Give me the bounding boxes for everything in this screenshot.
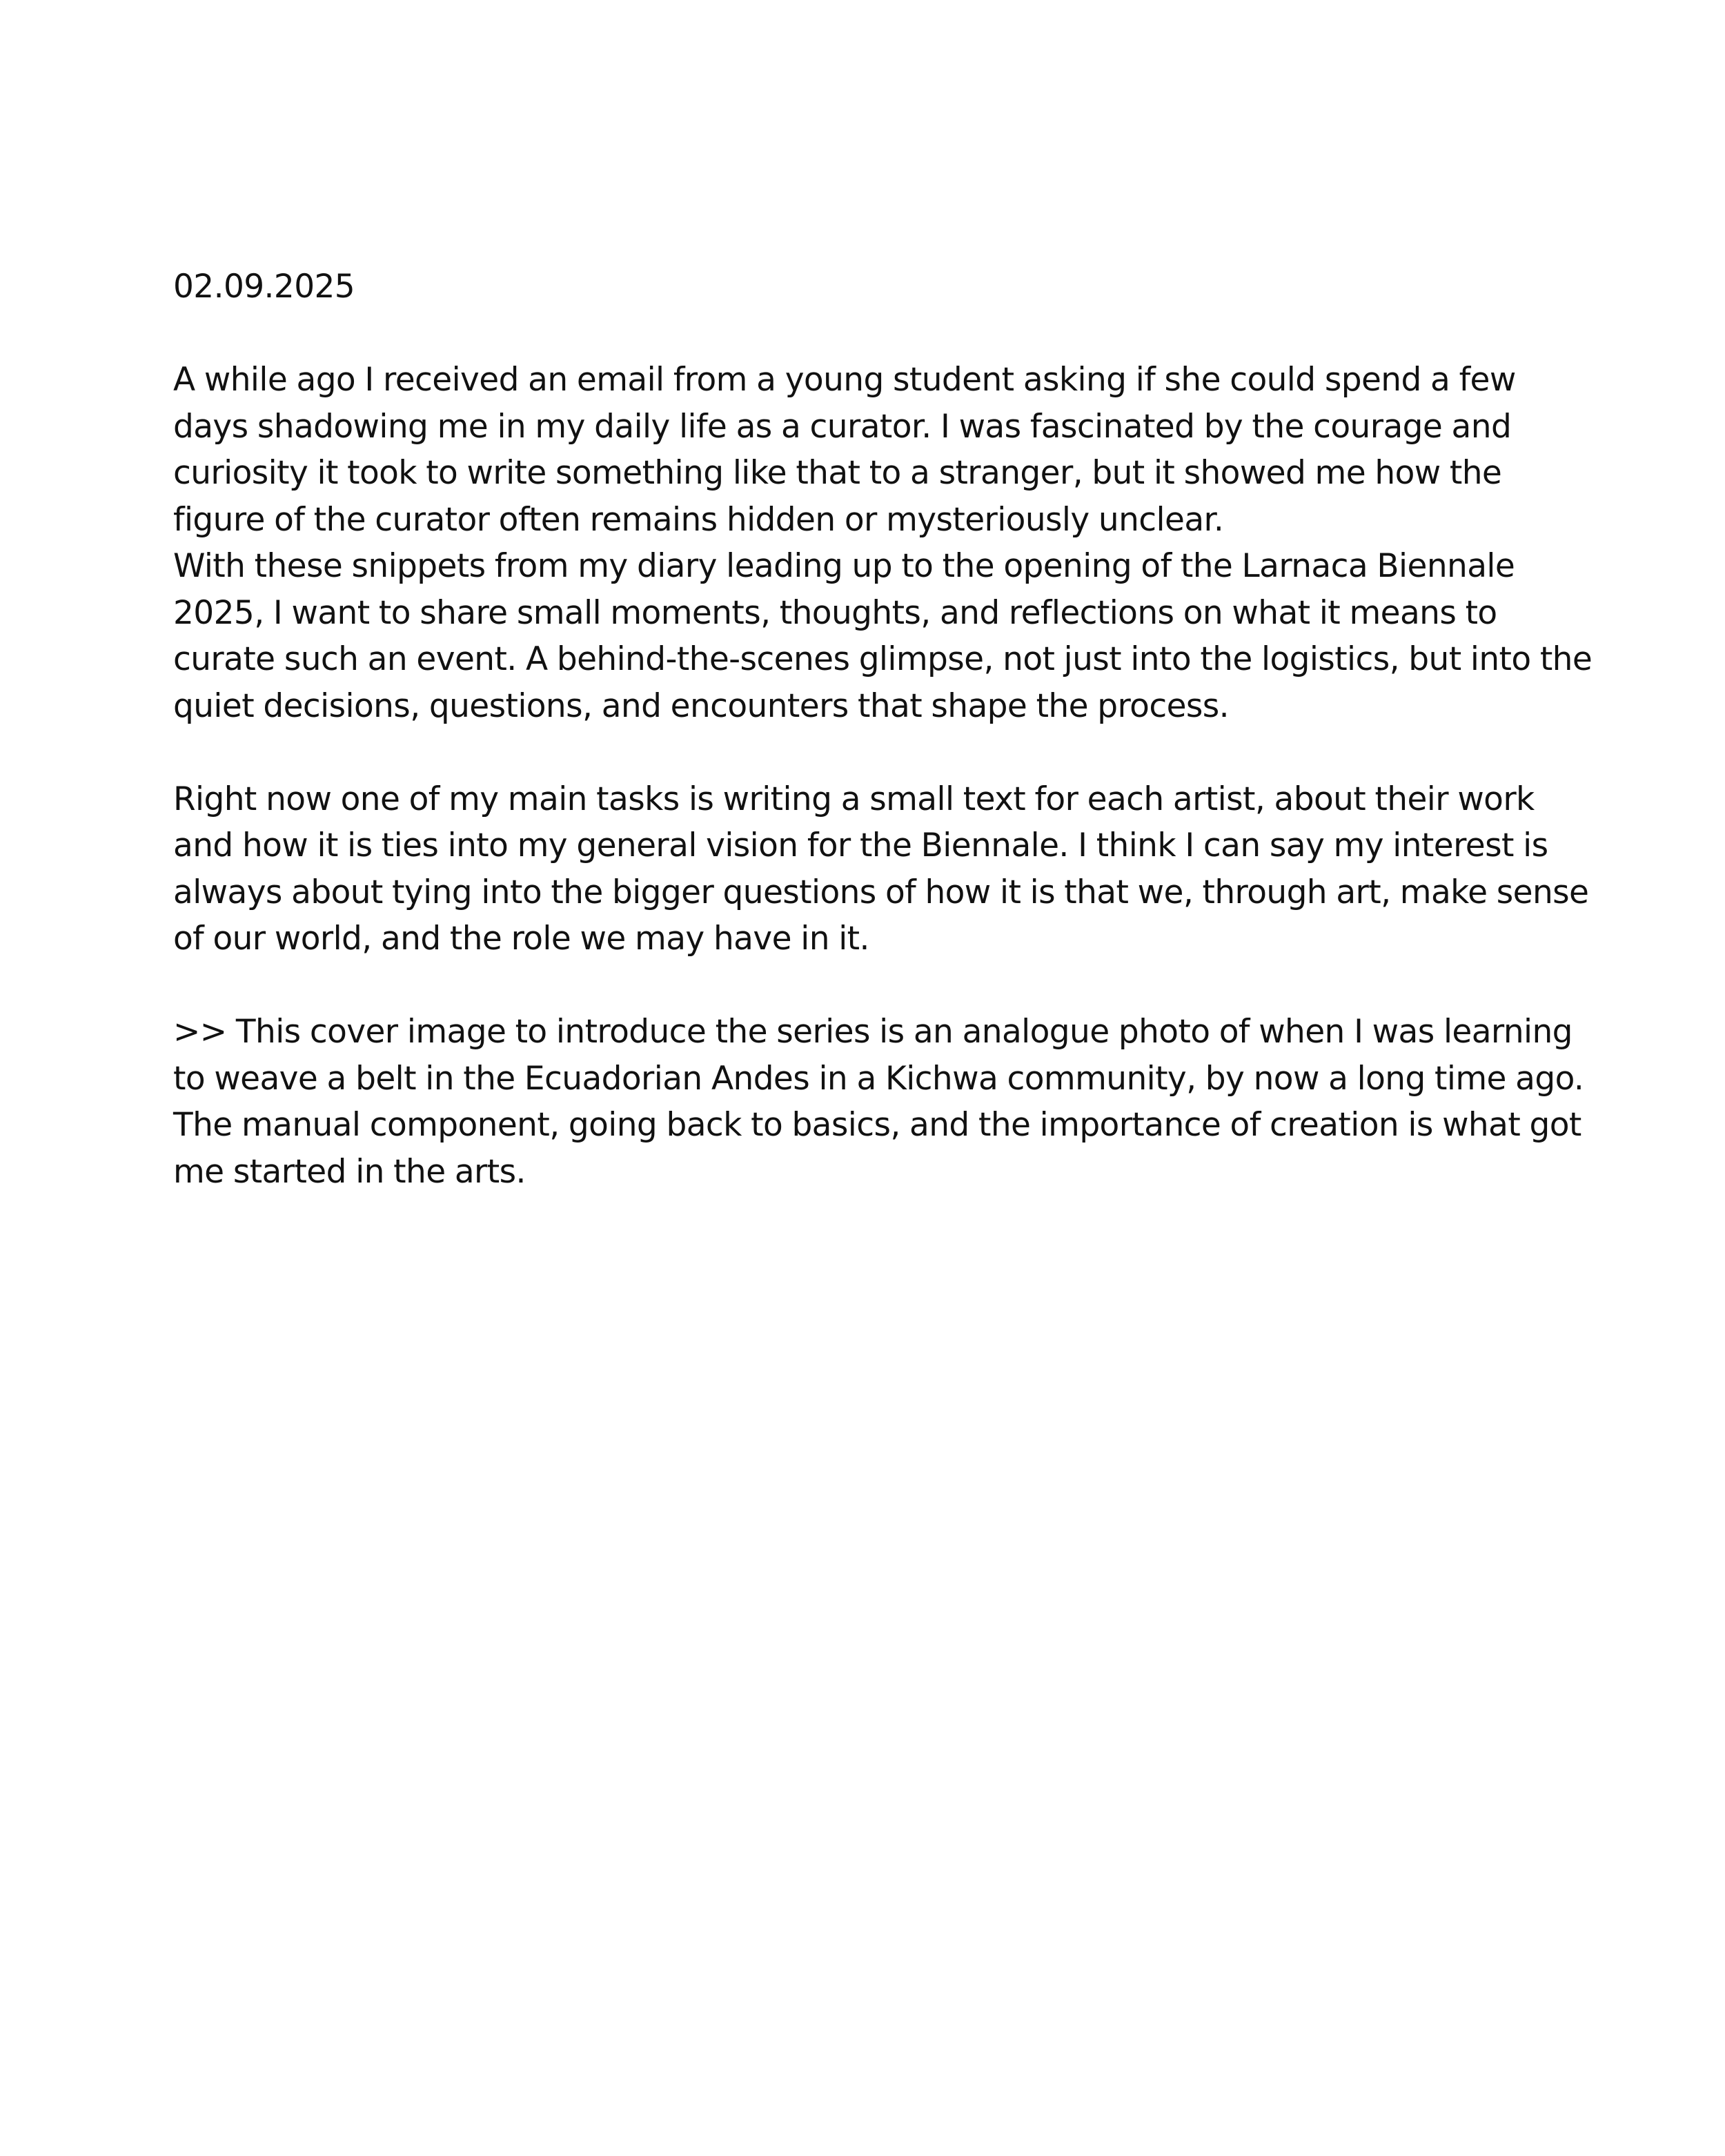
paragraph-spacer	[173, 729, 1595, 776]
paragraph-spacer	[173, 962, 1595, 1009]
paragraph-biennale: With these snippets from my diary leading up to the opening of the Larnaca Biennale 2025, I want to share small moments, thoughts, and reflections on what it means to curate such an event. A behind-the-scenes glimpse, not just into the logistics, but into the quiet decisions, questions, and encounters that shape the process.	[173, 547, 1593, 725]
paragraph-tasks: Right now one of my main tasks is writing a small text for each artist, about their work and how it is ties into my general vision for the Biennale. I think I can say my interest is always about tying into the bigger questions of how it is that we, through art, make sense of our world, and the role we may have in it.	[173, 780, 1589, 958]
diary-entry	[173, 264, 1595, 1195]
paragraph-cover-image: >> This cover image to introduce the series is an analogue photo of when I was learning to weave a belt in the Ecuadorian Andes in a Kichwa community, by now a long time ago. The manual component, going back to basics, and the importance of creation is what got me started in the arts.	[173, 1013, 1584, 1191]
entry-date: 02.09.2025	[173, 268, 355, 306]
paragraph-intro: A while ago I received an email from a young student asking if she could spend a few days shadowing me in my daily life as a curator. I was fascinated by the courage and curiosity it took to write something like that to a stranger, but it showed me how the figure of the curator often remains hidden or mysteriously unclear.	[173, 361, 1516, 539]
